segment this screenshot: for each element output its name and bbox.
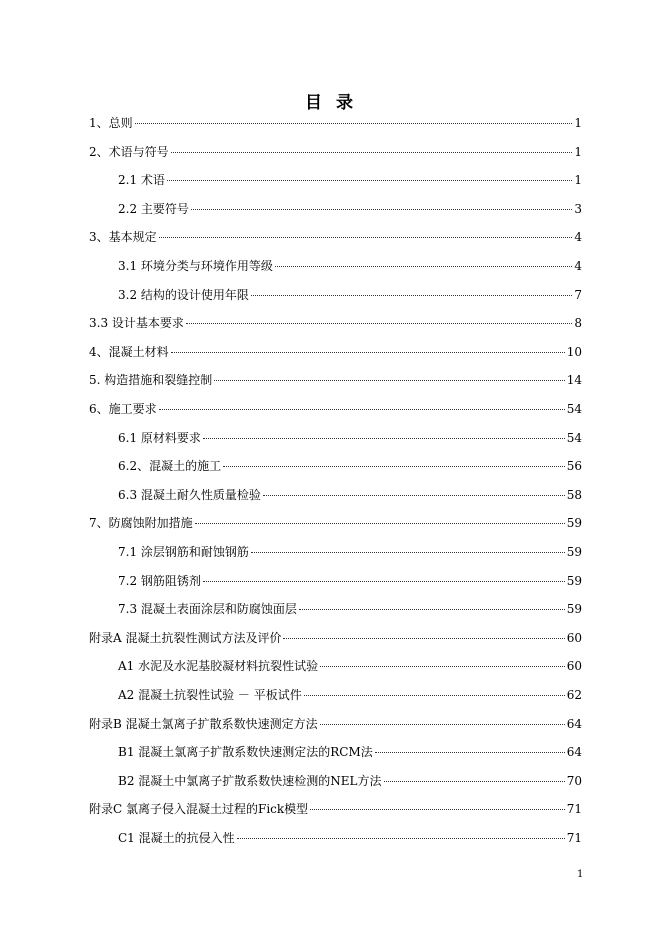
toc-entry-page: 54 [566, 430, 582, 445]
toc-entry-page: 60 [566, 630, 582, 645]
toc-entry-page: 8 [574, 316, 582, 331]
toc-entry-page: 59 [566, 516, 582, 531]
toc-leader-dots [171, 352, 565, 353]
toc-entry-label: A1 水泥及水泥基胶凝材料抗裂性试验 [118, 659, 319, 674]
toc-entry-label: 2、术语与符号 [89, 144, 169, 159]
toc-entry[interactable] [89, 370, 582, 390]
toc-leader-dots [159, 409, 565, 410]
toc-entry-label: C1 混凝土的抗侵入性 [118, 831, 235, 845]
toc-leader-dots [237, 838, 565, 839]
toc-entry-page: 59 [566, 545, 582, 559]
toc-leader-dots [275, 266, 572, 267]
toc-entry[interactable] [118, 571, 582, 591]
toc-entry-label: 7.1 涂层钢筋和耐蚀钢筋 [118, 545, 249, 559]
toc-entry-page: 56 [566, 459, 582, 474]
toc-entry-page: 4 [574, 230, 582, 245]
toc-leader-dots [135, 123, 573, 124]
page-title: 目 录 [305, 93, 357, 113]
toc-entry-page: 71 [566, 831, 582, 845]
toc-entry-label: 3.3 设计基本要求 [89, 316, 184, 331]
toc-entry-page: 70 [566, 773, 582, 788]
toc-entry[interactable] [89, 227, 582, 247]
toc-entry-label: 1、总则 [89, 116, 133, 130]
toc-entry-page: 4 [574, 259, 582, 273]
toc-entry[interactable] [118, 599, 582, 619]
toc-leader-dots [299, 609, 565, 610]
toc-entry-page: 59 [566, 602, 582, 617]
toc-entry-label: 6、施工要求 [89, 402, 157, 416]
toc-entry[interactable] [89, 628, 582, 648]
toc-entry[interactable] [118, 656, 582, 676]
toc-entry-label: 附录C 氯离子侵入混凝土过程的Fick模型 [89, 802, 309, 817]
toc-entry-label: 3、基本规定 [89, 230, 157, 245]
toc-entry-label: 7.2 钢筋阻锈剂 [118, 573, 201, 588]
toc-entry[interactable] [118, 285, 582, 305]
toc-entry-page: 1 [574, 144, 582, 159]
toc-entry-page: 3 [574, 201, 582, 216]
toc-entry[interactable] [89, 113, 582, 133]
toc-entry[interactable] [89, 399, 582, 419]
toc-entry-page: 1 [574, 116, 582, 130]
toc-leader-dots [167, 180, 572, 181]
toc-entry-label: 6.1 原材料要求 [118, 430, 201, 445]
toc-entry[interactable] [89, 513, 582, 533]
toc-entry[interactable] [118, 199, 582, 219]
toc-leader-dots [203, 581, 565, 582]
toc-entry-page: 60 [566, 659, 582, 674]
toc-leader-dots [191, 209, 572, 210]
toc-entry[interactable] [118, 828, 582, 848]
toc-entry[interactable] [118, 685, 582, 705]
toc-entry-label: B2 混凝土中氯离子扩散系数快速检测的NEL方法 [118, 773, 382, 788]
page-number: 1 [577, 869, 584, 880]
toc-entry-page: 59 [566, 573, 582, 588]
toc-entry[interactable] [118, 771, 582, 791]
toc-entry[interactable] [89, 799, 582, 819]
toc-entry[interactable] [118, 742, 582, 762]
toc-leader-dots [195, 523, 565, 524]
toc-leader-dots [159, 237, 573, 238]
toc-leader-dots [223, 466, 565, 467]
toc-entry-label: A2 混凝土抗裂性试验 － 平板试件 [118, 688, 302, 702]
toc-entry-label: 2.1 术语 [118, 173, 165, 188]
toc-entry-page: 71 [566, 802, 582, 817]
toc-leader-dots [384, 781, 565, 782]
toc-leader-dots [375, 752, 565, 753]
toc-entry-label: 附录A 混凝土抗裂性测试方法及评价 [89, 630, 282, 645]
toc-leader-dots [171, 152, 573, 153]
toc-leader-dots [304, 695, 565, 696]
toc-entry-page: 62 [566, 688, 582, 702]
toc-leader-dots [320, 724, 565, 725]
toc-entry-page: 7 [574, 287, 582, 302]
toc-entry[interactable] [118, 428, 582, 448]
toc-leader-dots [186, 323, 572, 324]
toc-leader-dots [320, 666, 565, 667]
toc-entry-page: 1 [574, 173, 582, 188]
toc-entry[interactable] [118, 485, 582, 505]
toc-entry-page: 14 [566, 373, 582, 388]
toc-entry-label: 6.2、混凝土的施工 [118, 459, 222, 474]
toc-leader-dots [310, 809, 565, 810]
toc-entry-label: 4、混凝土材料 [89, 344, 169, 359]
toc-entry-label: 7、防腐蚀附加措施 [89, 516, 193, 531]
toc-entry-page: 10 [566, 344, 582, 359]
toc-leader-dots [283, 638, 564, 639]
toc-entry-label: B1 混凝土氯离子扩散系数快速测定法的RCM法 [118, 745, 373, 760]
toc-entry[interactable] [89, 714, 582, 734]
toc-entry-label: 附录B 混凝土氯离子扩散系数快速测定方法 [89, 716, 318, 731]
toc-entry[interactable] [118, 542, 582, 562]
toc-leader-dots [203, 438, 565, 439]
toc-leader-dots [251, 552, 565, 553]
toc-entry-label: 2.2 主要符号 [118, 201, 189, 216]
toc-leader-dots [214, 380, 564, 381]
toc-entry-label: 3.2 结构的设计使用年限 [118, 287, 249, 302]
toc-entry-page: 64 [566, 745, 582, 760]
toc-entry-label: 5. 构造措施和裂缝控制 [89, 373, 213, 388]
toc-entry[interactable] [89, 313, 582, 333]
toc-entry-page: 54 [566, 402, 582, 416]
toc-entry-label: 3.1 环境分类与环境作用等级 [118, 259, 273, 273]
toc-leader-dots [251, 295, 572, 296]
toc-entry[interactable] [89, 342, 582, 362]
toc-entry-page: 64 [566, 716, 582, 731]
toc-entry-label: 7.3 混凝土表面涂层和防腐蚀面层 [118, 602, 297, 617]
toc-entry[interactable] [118, 170, 582, 190]
toc-entry-label: 6.3 混凝土耐久性质量检验 [118, 487, 261, 502]
toc-entry-page: 58 [566, 487, 582, 502]
toc-leader-dots [263, 495, 565, 496]
toc-entry[interactable] [118, 456, 582, 476]
toc-entry[interactable] [118, 256, 582, 276]
toc-entry[interactable] [89, 142, 582, 162]
